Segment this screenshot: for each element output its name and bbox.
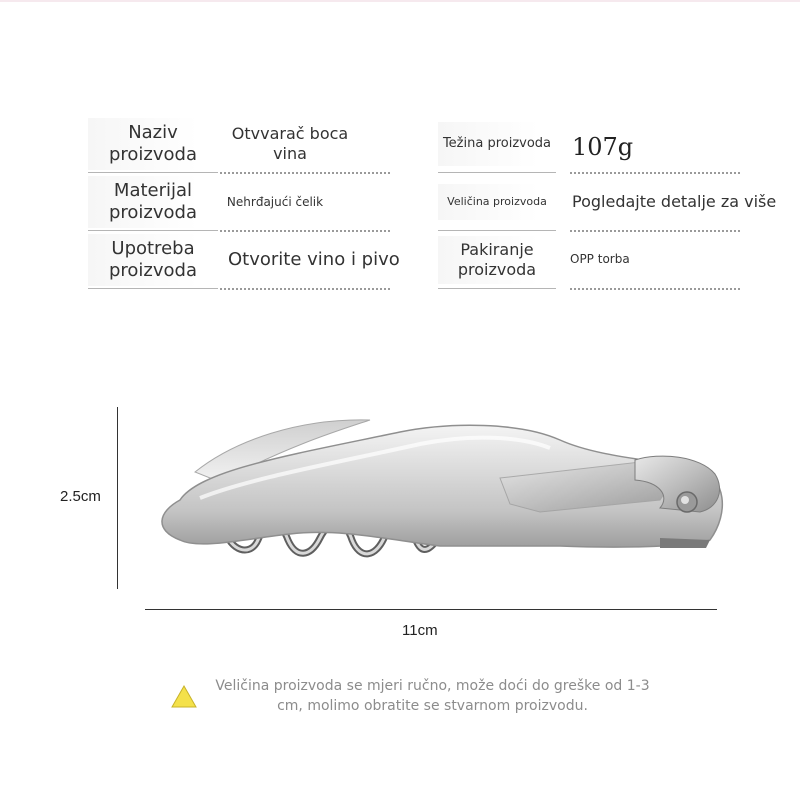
row-divider: [438, 172, 556, 173]
corkscrew-product-image: [140, 400, 740, 600]
spec-label-size: Veličina proizvoda: [438, 184, 556, 220]
spec-label-weight: Težina proizvoda: [438, 122, 556, 166]
warning-triangle-icon: [170, 683, 198, 711]
spec-label-name: Naziv proizvoda: [88, 118, 218, 170]
spec-value-packaging: OPP torba: [570, 251, 630, 266]
height-dimension-line: [117, 407, 118, 589]
spec-value-usage: Otvorite vino i pivo: [228, 248, 400, 270]
spec-label-usage: Upotreba proizvoda: [88, 234, 218, 286]
row-divider: [438, 288, 556, 289]
row-divider: [220, 230, 390, 232]
row-divider: [570, 288, 740, 290]
width-label: 11cm: [402, 622, 438, 639]
spec-label-material: Materijal proizvoda: [88, 176, 218, 228]
row-divider: [570, 172, 740, 174]
row-divider: [570, 230, 740, 232]
row-divider: [220, 288, 390, 290]
row-divider: [438, 230, 556, 231]
spec-label-packaging: Pakiranje proizvoda: [438, 236, 556, 284]
spec-value-size: Pogledajte detalje za više: [572, 192, 777, 211]
top-border: [0, 0, 800, 2]
row-divider: [88, 288, 218, 289]
height-label: 2.5cm: [60, 488, 101, 505]
spec-value-weight: 107g: [572, 133, 634, 161]
spec-value-name: Otvvarač boca vina: [231, 124, 349, 163]
row-divider: [88, 172, 218, 173]
spec-value-material: Nehrđajući čelik: [226, 194, 324, 209]
row-divider: [88, 230, 218, 231]
width-dimension-line: [145, 609, 717, 610]
row-divider: [220, 172, 390, 174]
measurement-notice: Veličina proizvoda se mjeri ručno, može doći do greške od 1-3 cm, molimo obratite se stvarnom proizvodu.: [215, 678, 650, 714]
